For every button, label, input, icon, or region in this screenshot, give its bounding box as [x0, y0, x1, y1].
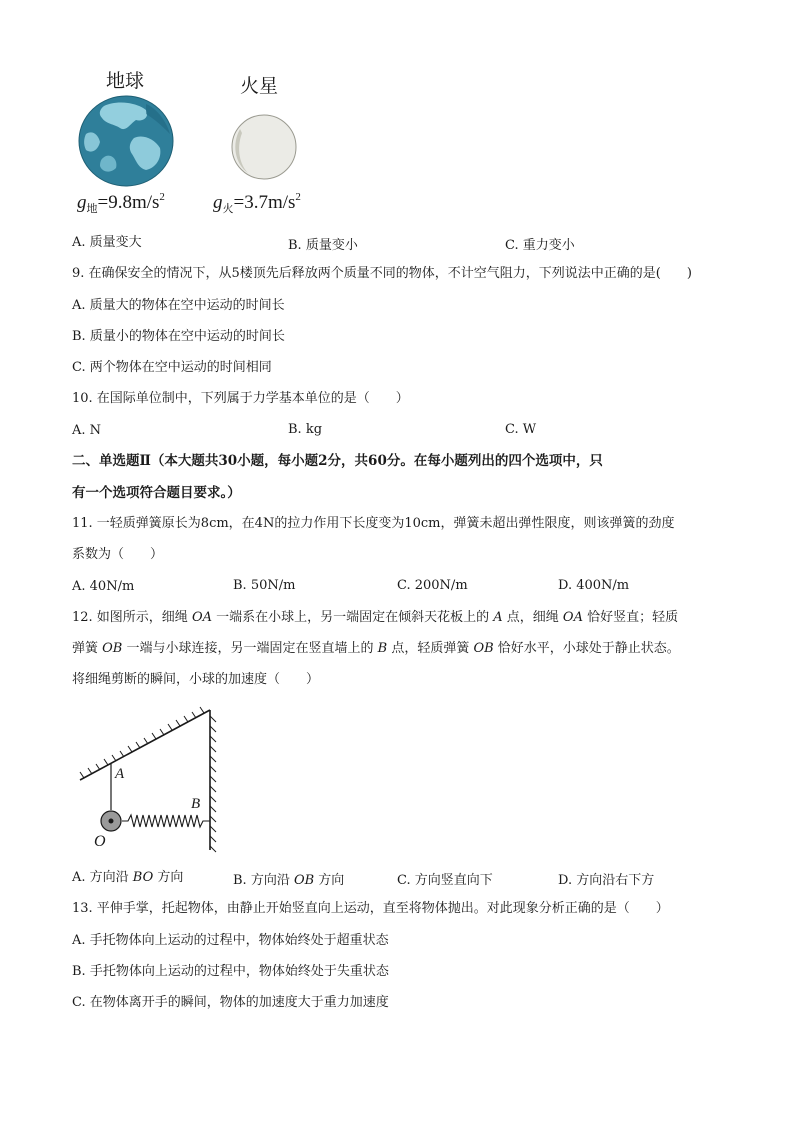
q12-diagram — [70, 700, 230, 860]
q11-option-b[interactable]: B. 50N/m — [233, 578, 296, 593]
q11-option-d[interactable]: D. 400N/m — [558, 578, 630, 593]
q12-stem-line-3: 将细绳剪断的瞬间，小球的加速度（ ） — [72, 672, 320, 687]
q8-option-a[interactable]: A. 质量变大 — [72, 235, 142, 250]
q9-option-b[interactable]: B. 质量小的物体在空中运动的时间长 — [72, 329, 285, 344]
q11-stem-line-1: 11. 一轻质弹簧原长为8cm，在4N的拉力作用下长度变为10cm，弹簧未超出弹性限度，则该弹簧的劲度 — [72, 516, 675, 531]
section-2-heading-line-2: 有一个选项符合题目要求。） — [72, 485, 241, 501]
earth-label: 地球 — [106, 70, 145, 92]
section-2-heading-line-1: 二、单选题Ⅱ（本大题共30小题，每小题2分，共60分。在每小题列出的四个选项中，只 — [72, 453, 603, 469]
q8-option-c[interactable]: C. 重力变小 — [505, 238, 575, 253]
q13-option-a[interactable]: A. 手托物体向上运动的过程中，物体始终处于超重状态 — [72, 933, 389, 948]
q10-stem: 10. 在国际单位制中，下列属于力学基本单位的是（ ） — [72, 391, 409, 406]
q12-option-b[interactable]: B. 方向沿 OB 方向 — [233, 873, 345, 888]
q9-option-a[interactable]: A. 质量大的物体在空中运动的时间长 — [72, 298, 285, 313]
earth-image — [76, 94, 176, 188]
q12-option-d[interactable]: D. 方向沿右下方 — [558, 873, 655, 888]
q13-stem: 13. 平伸手掌，托起物体，由静止开始竖直向上运动，直至将物体抛出。对此现象分析正确的是（ ） — [72, 901, 669, 916]
mars-image — [230, 113, 298, 181]
q9-option-c[interactable]: C. 两个物体在空中运动的时间相同 — [72, 360, 272, 375]
q12-label-o: O — [94, 833, 106, 850]
q12-label-b: B — [191, 796, 201, 812]
q12-option-a[interactable]: A. 方向沿 BO 方向 — [72, 870, 184, 885]
q12-option-c[interactable]: C. 方向竖直向下 — [397, 873, 493, 888]
q13-option-b[interactable]: B. 手托物体向上运动的过程中，物体始终处于失重状态 — [72, 964, 389, 979]
mars-label: 火星 — [240, 75, 279, 97]
q12-stem-line-1: 12. 如图所示，细绳 OA 一端系在小球上，另一端固定在倾斜天花板上的 A 点，细绳 OA 恰好竖直；轻质 — [72, 610, 679, 625]
q12-stem-line-2: 弹簧 OB 一端与小球连接，另一端固定在竖直墙上的 B 点，轻质弹簧 OB 恰好水平，小球处于静止状态。 — [72, 641, 680, 656]
q10-option-c[interactable]: C. W — [505, 422, 537, 437]
q8-option-b[interactable]: B. 质量变小 — [288, 238, 358, 253]
q10-option-a[interactable]: A. N — [72, 423, 102, 438]
q11-stem-line-2: 系数为（ ） — [72, 547, 164, 562]
q11-option-a[interactable]: A. 40N/m — [72, 579, 135, 594]
earth-gravity: $g_地=9.8m/s^2$ — [77, 191, 165, 215]
q12-label-a: A — [115, 766, 125, 782]
q10-option-b[interactable]: B. kg — [288, 422, 323, 437]
mars-gravity: $g_火=3.7m/s^2$ — [213, 191, 301, 215]
q9-stem: 9. 在确保安全的情况下，从5楼顶先后释放两个质量不同的物体，不计空气阻力，下列说法中正确的是( ) — [72, 266, 692, 281]
q13-option-c[interactable]: C. 在物体离开手的瞬间，物体的加速度大于重力加速度 — [72, 995, 389, 1010]
q11-option-c[interactable]: C. 200N/m — [397, 578, 468, 593]
